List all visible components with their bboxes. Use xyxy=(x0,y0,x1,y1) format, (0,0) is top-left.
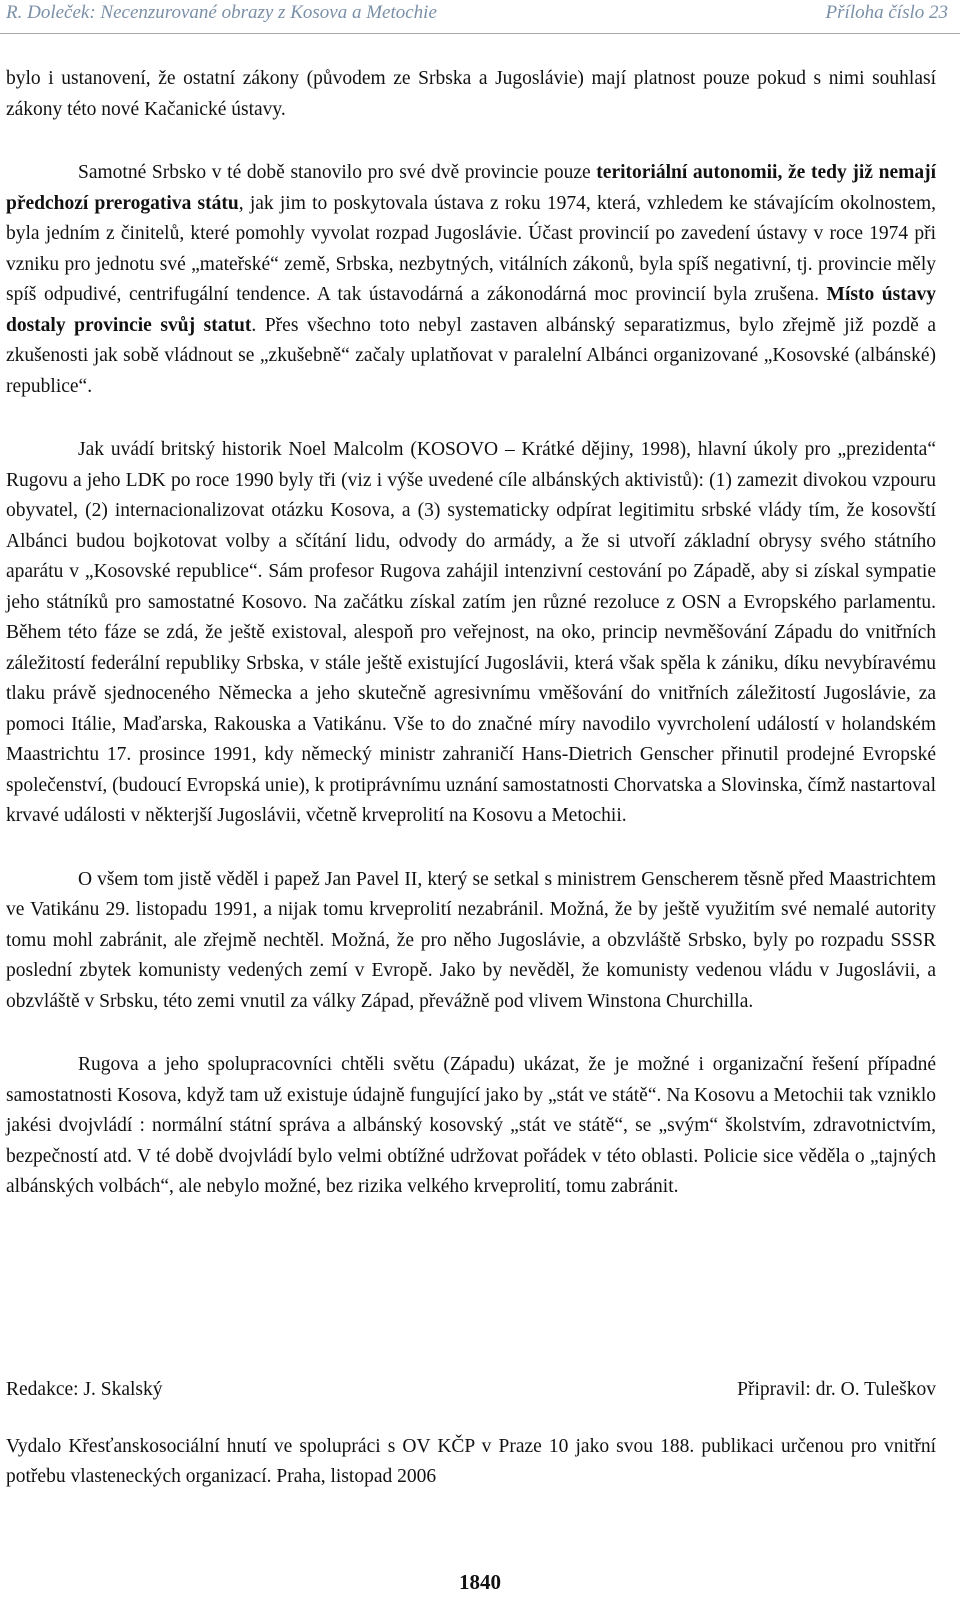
paragraph-gap xyxy=(6,1017,936,1050)
paragraph-3: Jak uvádí britský historik Noel Malcolm (KOSOVO – Krátké dějiny, 1998), hlavní úkoly pro „prezidenta“ Rugovu a jeho LDK po roce 1990 byly tři (viz i výše uvedené cíle albánských aktivistů): (1) zamezit divokou vzpouru obyvatel, (2) internacionalizovat otázku Kosova, a (3) systematicky odpírat legitimitu srbské vlády tím, že kosovští Albánci budou bojkotovat volby a sčítání lidu, odvody do armády, a že si utvoří základní obrysy svého státního aparátu v „Kosovské republice“. Sám profesor Rugova zahájil intenzivní cestování po Západě, aby si získal sympatie jeho státníků pro samostatné Kosovo. Na začátku získal zatím jen různé rezoluce z OSN a Evropského parlamentu. Během této fáze se zdá, že ještě existoval, alespoň pro veřejnost, na oko, princip nevměšování Západu do vnitřních záležitostí federální republiky Srbska, v stále ještě existující Jugoslávii, která však spěla k zániku, díku nevybíravému tlaku právě sjednoceného Německa a jeho skutečně agresivnímu vměšování do vnitřních záležitostí Jugoslávie, za pomoci Itálie, Maďarska, Rakouska a Vatikánu. Vše to do značné míry navodilo vyvrcholení událostí v holandském Maastrichtu 17. prosince 1991, kdy německý ministr zahraničí Hans-Dietrich Genscher přinutil prodejné Evropské společenství, (budoucí Evropská unie), k protiprávnímu uznání samostatnosti Chorvatska a Slovinska, čímž nastartoval krvavé události v některjší Jugoslávii, včetně krveprolití na Kosovu a Metochii. xyxy=(6,439,936,826)
paragraph-2 xyxy=(6,158,936,402)
paragraph-2-part-c: , jak jim to poskytovala ústava z roku 1974, která, vzhledem ke stávajícím okolnostem, byla jedním z činitelů, které pomohly vyvolat rozpad Jugoslávie. xyxy=(6,192,936,244)
header-rule xyxy=(0,33,960,34)
page-number: 1840 xyxy=(459,1570,501,1594)
paragraph-4: O všem tom jistě věděl i papež Jan Pavel II, který se setkal s ministrem Genscherem těsně před Maastrichtem ve Vatikánu 29. listopadu 1991, a nijak tomu krveprolití nezabránil. Možná, že by ještě využitím své nemalé autority tomu mohl zabránit, ale zřejmě nechtěl. Možná, že pro něho Jugoslávie, a obzvláště Srbsko, byly po rozpadu SSSR poslední zbytek komunisty vedených zemí v Evropě. Jako by nevěděl, že komunisty vedenou vládu v Jugoslávii, a obzvláště v Srbsku, této zemi vnutil za války Západ, převážně pod vlivem Winstona Churchilla. xyxy=(6,868,936,1012)
preparer-credit: Připravil: dr. O. Tuleškov xyxy=(737,1379,936,1400)
paragraph-2-part-a: Samotné Srbsko v té době stanovilo pro své dvě provincie pouze xyxy=(78,162,597,183)
paragraph-1: bylo i ustanovení, že ostatní zákony (původem ze Srbska a Jugoslávie) mají platnost pouze pokud s nimi souhlasí zákony této nové Kačanické ústavy. xyxy=(6,68,936,120)
paragraph-gap xyxy=(6,832,936,865)
paragraph-2-part-g: . Přes všechno toto nebyl zastaven albánský separatizmus, bylo zřejmě již pozdě a zkušenosti jak sobě vládnout se „zkušebně“ začaly uplatňovat v paralelní Albánci organizované „Kosovské (albánské) republice“. xyxy=(6,314,937,397)
paragraph-gap xyxy=(6,402,936,435)
paragraph-2-emphasis-1: teritoriální autonomii, že tedy již nemají předchozí prerogativa státu xyxy=(6,162,936,214)
paragraph-gap xyxy=(6,125,936,158)
publisher-note: Vydalo Křesťanskosociální hnutí ve spolupráci s OV KČP v Praze 10 jako svou 188. publikaci určenou pro vnitřní potřebu vlasteneckých organizací. Praha, listopad 2006 xyxy=(6,1436,936,1487)
editor-credit: Redakce: J. Skalský xyxy=(6,1379,163,1400)
paragraph-2-emphasis-2: Místo ústavy dostaly provincie svůj statut xyxy=(6,284,936,336)
paragraph-5: Rugova a jeho spolupracovníci chtěli světu (Západu) ukázat, že je možné i organizační řešení případné samostatnosti Kosova, když tam už existuje údajně fungující jako by „stát ve státě“. Na Kosovu a Metochii tak vzniklo jakési dvojvládí : normální státní správa a albánský kosovský „stát ve státě“, se „svým“ školstvím, zdravotnictvím, bezpečností atd. V té době dvojvládí bylo velmi obtížné udržovat pořádek v této oblasti. Policie sice věděla o „tajných albánských volbách“, ale nebylo možné, bez rizika velkého krveprolití, tomu zabránit. xyxy=(6,1054,936,1197)
paragraph-2-part-e: A tak ústavodárná a zákonodárná moc provincií byla zrušena. xyxy=(310,284,827,305)
running-header xyxy=(0,0,960,30)
paragraph-2-part-d: Účast provincií po zavedení ústavy v roce 1974 při vzniku pro jednotu své „mateřské“ země, Srbska, nezbytných, vitálních zákonů, byla spíš negativní, tj. provincie měly spíš odpudivé, centrifugální tendence. xyxy=(6,223,936,305)
header-title: R. Doleček: Necenzurované obrazy z Kosova a Metochie xyxy=(6,2,437,23)
signature-line xyxy=(6,1375,936,1405)
main-text xyxy=(6,64,936,1203)
header-appendix: Příloha číslo 23 xyxy=(825,2,948,23)
